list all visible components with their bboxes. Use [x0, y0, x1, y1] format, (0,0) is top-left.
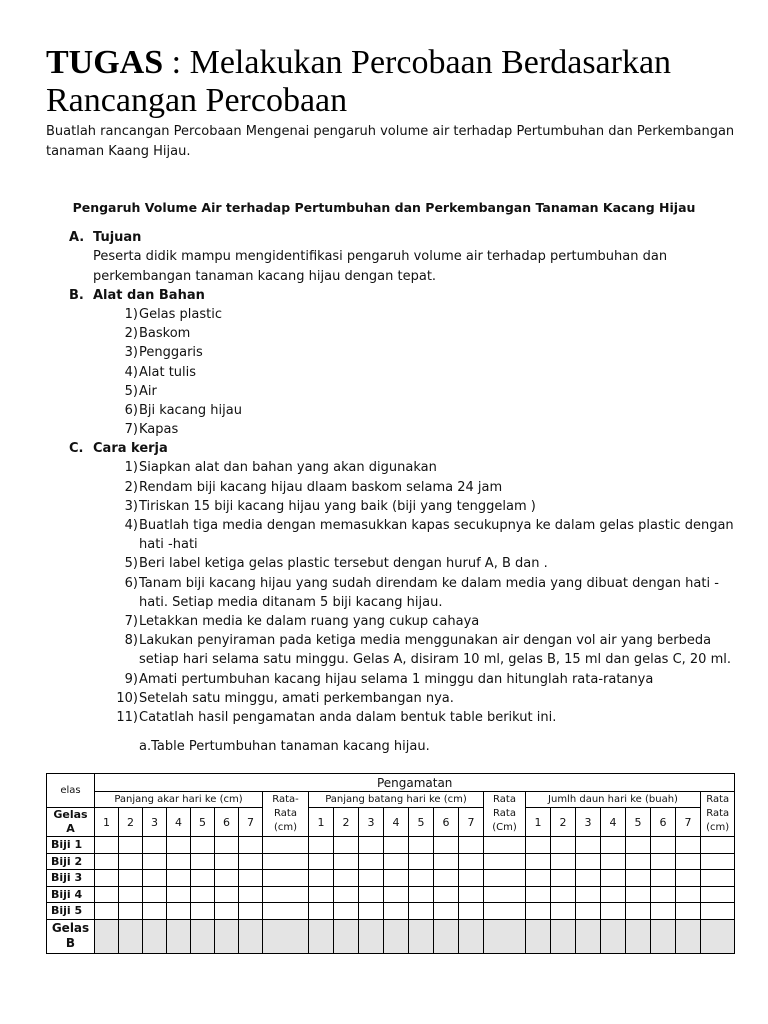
day-header: 4	[167, 808, 191, 837]
item-text: Letakkan media ke dalam ruang yang cukup cahaya	[139, 614, 480, 630]
table-cell[interactable]	[384, 919, 409, 953]
table-cell[interactable]	[143, 837, 167, 854]
table-cell[interactable]	[384, 853, 409, 870]
table-cell[interactable]	[434, 853, 459, 870]
table-cell[interactable]	[263, 903, 309, 920]
table-cell[interactable]	[601, 870, 626, 887]
section-c-heading	[0, 439, 768, 458]
day-header: 1	[309, 808, 334, 837]
list-item	[0, 401, 768, 420]
table-cell[interactable]	[701, 853, 735, 870]
section-letter: C.	[69, 441, 84, 457]
average-root-label: Rata- Rata (cm)	[272, 794, 299, 833]
table-cell[interactable]	[526, 837, 551, 854]
item-number: 4)	[124, 364, 138, 380]
table-cell[interactable]	[601, 886, 626, 903]
table-cell[interactable]	[551, 870, 576, 887]
gelas-a-header	[47, 808, 95, 837]
table-cell[interactable]	[576, 886, 601, 903]
table-cell[interactable]	[215, 903, 239, 920]
row-label: Biji 5	[47, 903, 95, 920]
table-cell[interactable]	[676, 853, 701, 870]
table-cell[interactable]	[651, 870, 676, 887]
day-header: 4	[601, 808, 626, 837]
list-item	[0, 631, 768, 669]
row-label: Biji 2	[47, 853, 95, 870]
gelas-b-row	[47, 919, 735, 953]
table-cell[interactable]	[334, 870, 359, 887]
table-cell[interactable]	[551, 919, 576, 953]
table-cell[interactable]	[359, 903, 384, 920]
item-number: 7)	[124, 614, 138, 630]
day-header: 2	[334, 808, 359, 837]
table-cell[interactable]	[384, 886, 409, 903]
average-stem-header	[484, 792, 526, 837]
table-cell[interactable]	[191, 903, 215, 920]
table-cell[interactable]	[191, 886, 215, 903]
table-cell[interactable]	[484, 853, 526, 870]
table-cell[interactable]	[263, 886, 309, 903]
table-cell[interactable]	[601, 837, 626, 854]
table-cell[interactable]	[651, 853, 676, 870]
table-cell[interactable]	[309, 837, 334, 854]
item-number: 11)	[116, 710, 138, 726]
table-cell[interactable]	[484, 919, 526, 953]
table-cell[interactable]	[95, 919, 119, 953]
table-cell[interactable]	[263, 853, 309, 870]
table-cell[interactable]	[526, 853, 551, 870]
item-text: Kapas	[139, 422, 179, 438]
item-number: 3)	[124, 345, 138, 361]
table-cell[interactable]	[359, 853, 384, 870]
table-cell[interactable]	[434, 886, 459, 903]
table-cell[interactable]	[191, 853, 215, 870]
table-cell[interactable]	[119, 903, 143, 920]
table-cell[interactable]	[191, 837, 215, 854]
item-number: 5)	[124, 383, 138, 399]
table-cell[interactable]	[119, 919, 143, 953]
table-cell[interactable]	[95, 886, 119, 903]
table-cell[interactable]	[191, 919, 215, 953]
item-text: Penggaris	[139, 345, 203, 361]
table-cell[interactable]	[601, 853, 626, 870]
table-cell[interactable]	[143, 853, 167, 870]
day-header: 6	[651, 808, 676, 837]
average-leaf-header	[701, 792, 735, 837]
table-cell[interactable]	[167, 886, 191, 903]
table-cell[interactable]	[676, 870, 701, 887]
average-leaf-label: Rata Rata (cm)	[706, 794, 730, 833]
table-cell[interactable]	[484, 886, 526, 903]
table-cell[interactable]	[239, 853, 263, 870]
item-text: Siapkan alat dan bahan yang akan digunakan	[139, 460, 437, 476]
average-root-header	[263, 792, 309, 837]
table-cell[interactable]	[701, 903, 735, 920]
day-header: 7	[239, 808, 263, 837]
item-number: 1)	[124, 460, 138, 476]
table-cell[interactable]	[167, 919, 191, 953]
table-cell[interactable]	[359, 870, 384, 887]
day-header: 6	[215, 808, 239, 837]
pengamatan-header: Pengamatan	[95, 774, 735, 792]
table-cell[interactable]	[239, 837, 263, 854]
table-cell[interactable]	[434, 870, 459, 887]
table-cell[interactable]	[95, 837, 119, 854]
table-cell[interactable]	[701, 919, 735, 953]
list-item	[0, 458, 768, 477]
item-text: Baskom	[139, 326, 191, 342]
table-cell[interactable]	[626, 919, 651, 953]
materials-list	[0, 305, 768, 439]
table-cell[interactable]	[309, 903, 334, 920]
table-cell[interactable]	[484, 903, 526, 920]
table-cell[interactable]	[239, 870, 263, 887]
item-text: Alat tulis	[139, 364, 197, 380]
list-item	[0, 420, 768, 439]
table-cell[interactable]	[263, 919, 309, 953]
table-cell[interactable]	[701, 837, 735, 854]
item-text: Lakukan penyiraman pada ketiga media menggunakan air dengan vol air yang berbeda setiap hari selama satu minggu. Gelas A, disiram 10 ml, gelas B, 15 ml dan gelas C, 20 ml.	[139, 633, 731, 668]
table-cell[interactable]	[551, 886, 576, 903]
table-header-row	[47, 774, 735, 792]
section-b-heading	[0, 286, 768, 305]
table-cell[interactable]	[334, 853, 359, 870]
table-cell[interactable]	[263, 837, 309, 854]
item-number: 5)	[124, 556, 138, 572]
table-cell[interactable]	[576, 903, 601, 920]
table-cell[interactable]	[651, 837, 676, 854]
average-stem-label: Rata Rata (Cm)	[492, 794, 517, 833]
day-header: 5	[626, 808, 651, 837]
table-cell[interactable]	[95, 870, 119, 887]
table-cell[interactable]	[459, 837, 484, 854]
table-cell[interactable]	[459, 903, 484, 920]
table-cell[interactable]	[526, 870, 551, 887]
list-item	[0, 497, 768, 516]
table-cell[interactable]	[551, 853, 576, 870]
item-number: 10)	[116, 690, 138, 706]
gelas-b-label-cell	[47, 919, 95, 953]
item-text: Tanam biji kacang hijau yang sudah direndam ke dalam media yang dibuat dengan hati -hati. Setiap media ditanam 5 biji kacang hijau.	[139, 575, 719, 610]
table-cell[interactable]	[676, 903, 701, 920]
row-label: Biji 3	[47, 870, 95, 887]
section-letter: A.	[69, 230, 85, 245]
table-cell[interactable]	[551, 837, 576, 854]
item-text: Air	[139, 383, 157, 399]
table-cell[interactable]	[239, 903, 263, 920]
item-number: 9)	[124, 671, 138, 687]
document-content	[0, 228, 768, 757]
table-cell[interactable]	[215, 837, 239, 854]
day-header: 1	[526, 808, 551, 837]
list-item	[0, 554, 768, 573]
list-item	[0, 478, 768, 497]
table-cell[interactable]	[215, 870, 239, 887]
table-cell[interactable]	[409, 853, 434, 870]
table-cell[interactable]	[601, 903, 626, 920]
item-number: 7)	[124, 422, 138, 438]
table-cell[interactable]	[576, 870, 601, 887]
item-text: Catatlah hasil pengamatan anda dalam bentuk table berikut ini.	[139, 710, 557, 726]
table-cell[interactable]	[526, 886, 551, 903]
table-cell[interactable]	[191, 870, 215, 887]
table-cell[interactable]	[651, 919, 676, 953]
item-number: 4)	[124, 518, 138, 534]
item-text: Gelas plastic	[139, 307, 223, 322]
table-cell[interactable]	[676, 919, 701, 953]
table-cell[interactable]	[484, 870, 526, 887]
table-cell[interactable]	[484, 837, 526, 854]
table-cell[interactable]	[167, 870, 191, 887]
list-item	[0, 305, 768, 324]
table-cell[interactable]	[526, 903, 551, 920]
day-header: 7	[459, 808, 484, 837]
item-text: Buatlah tiga media dengan memasukkan kapas secukupnya ke dalam gelas plastic dengan hati -hati	[139, 518, 734, 553]
table-cell[interactable]	[95, 853, 119, 870]
table-cell[interactable]	[167, 837, 191, 854]
table-cell[interactable]	[601, 919, 626, 953]
stem-length-header: Panjang batang hari ke (cm)	[309, 792, 484, 808]
table-cell[interactable]	[359, 837, 384, 854]
table-cell[interactable]	[215, 853, 239, 870]
day-header: 3	[359, 808, 384, 837]
table-cell[interactable]	[434, 919, 459, 953]
table-row	[47, 870, 735, 887]
table-cell[interactable]	[676, 837, 701, 854]
table-row	[47, 886, 735, 903]
item-text: Tiriskan 15 biji kacang hijau yang baik (biji yang tenggelam )	[139, 498, 536, 514]
section-a-heading	[0, 228, 768, 247]
table-cell[interactable]	[701, 870, 735, 887]
day-header: 2	[551, 808, 576, 837]
item-number: 6)	[124, 575, 138, 591]
table-cell[interactable]	[409, 919, 434, 953]
row-label: Biji 4	[47, 886, 95, 903]
table-cell[interactable]	[143, 870, 167, 887]
section-title: Alat dan Bahan	[93, 288, 205, 303]
list-item	[0, 382, 768, 401]
list-item	[0, 708, 768, 727]
list-item	[0, 574, 768, 612]
list-item	[0, 343, 768, 362]
table-cell[interactable]	[119, 870, 143, 887]
table-cell[interactable]	[626, 837, 651, 854]
item-text: Rendam biji kacang hijau dlaam baskom selama 24 jam	[139, 479, 503, 495]
table-cell[interactable]	[263, 870, 309, 887]
table-cell[interactable]	[434, 837, 459, 854]
table-cell[interactable]	[651, 903, 676, 920]
table-cell[interactable]	[239, 886, 263, 903]
item-text: Setelah satu minggu, amati perkembangan nya.	[139, 690, 454, 706]
table-cell[interactable]	[409, 870, 434, 887]
list-item	[0, 324, 768, 343]
day-header: 2	[119, 808, 143, 837]
table-cell[interactable]	[334, 903, 359, 920]
table-cell[interactable]	[576, 853, 601, 870]
table-subheader-row	[47, 792, 735, 808]
list-item	[0, 516, 768, 554]
table-cell[interactable]	[409, 903, 434, 920]
day-header: 3	[576, 808, 601, 837]
procedure-list	[0, 458, 768, 727]
root-length-header: Panjang akar hari ke (cm)	[95, 792, 263, 808]
item-number: 6)	[124, 403, 138, 419]
page-title	[46, 44, 746, 120]
table-cell[interactable]	[309, 886, 334, 903]
table-cell[interactable]	[384, 870, 409, 887]
table-cell[interactable]	[459, 919, 484, 953]
section-a-text: Peserta didik mampu mengidentifikasi pengaruh volume air terhadap pertumbuhan dan perkembangan tanaman kacang hijau dengan tepat.	[93, 249, 668, 284]
table-cell[interactable]	[143, 919, 167, 953]
list-item	[0, 612, 768, 631]
list-item	[0, 689, 768, 708]
table-cell[interactable]	[167, 903, 191, 920]
table-cell[interactable]	[526, 919, 551, 953]
experiment-title: Pengaruh Volume Air terhadap Pertumbuhan dan Perkembangan Tanaman Kacang Hijau	[72, 200, 696, 215]
table-cell[interactable]	[119, 837, 143, 854]
table-row	[47, 903, 735, 920]
table-cell[interactable]	[215, 919, 239, 953]
table-cell[interactable]	[409, 837, 434, 854]
table-cell[interactable]	[384, 837, 409, 854]
title-bold: TUGAS	[46, 44, 164, 81]
table-cell[interactable]	[701, 886, 735, 903]
section-title: Tujuan	[93, 230, 142, 245]
table-cell[interactable]	[143, 886, 167, 903]
item-number: 1)	[124, 307, 138, 322]
item-number: 3)	[124, 498, 138, 514]
table-row	[47, 837, 735, 854]
item-number: 2)	[124, 479, 138, 495]
table-cell[interactable]	[143, 903, 167, 920]
item-number: 8)	[124, 633, 138, 649]
table-cell[interactable]	[576, 837, 601, 854]
table-cell[interactable]	[334, 886, 359, 903]
gelas-b-label: Gelas B	[51, 921, 90, 950]
title-rest: : Melakukan Percobaan Berdasarkan Rancangan Percobaan	[46, 44, 672, 119]
day-header: 7	[676, 808, 701, 837]
table-cell[interactable]	[626, 870, 651, 887]
table-cell[interactable]	[676, 886, 701, 903]
day-header: 1	[95, 808, 119, 837]
table-cell[interactable]	[626, 886, 651, 903]
intro-paragraph: Buatlah rancangan Percobaan Mengenai pengaruh volume air terhadap Pertumbuhan dan Perkembangan tanaman Kaang Hijau.	[46, 124, 735, 159]
table-cell[interactable]	[409, 886, 434, 903]
table-cell[interactable]	[334, 837, 359, 854]
gelas-a-label: Gelas A	[53, 808, 88, 835]
item-text: Bji kacang hijau	[139, 403, 242, 419]
table-cell[interactable]	[167, 853, 191, 870]
day-header: 3	[143, 808, 167, 837]
table-cell[interactable]	[359, 919, 384, 953]
row-label: Biji 1	[47, 837, 95, 854]
item-number: 2)	[124, 326, 138, 342]
leaf-count-header: Jumlh daun hari ke (buah)	[526, 792, 701, 808]
list-item	[0, 670, 768, 689]
day-number-row	[47, 808, 735, 837]
table-cell[interactable]	[215, 886, 239, 903]
table-cell[interactable]	[334, 919, 359, 953]
table-cell[interactable]	[626, 853, 651, 870]
table-cell[interactable]	[459, 853, 484, 870]
day-header: 4	[384, 808, 409, 837]
table-cell[interactable]	[576, 919, 601, 953]
table-cell[interactable]	[459, 870, 484, 887]
table-cell[interactable]	[626, 903, 651, 920]
table-cell[interactable]	[651, 886, 676, 903]
table-cell[interactable]	[459, 886, 484, 903]
table-cell[interactable]	[119, 853, 143, 870]
table-cell[interactable]	[309, 919, 334, 953]
day-header: 5	[191, 808, 215, 837]
day-header: 5	[409, 808, 434, 837]
item-text: Beri label ketiga gelas plastic tersebut dengan huruf A, B dan .	[139, 556, 548, 572]
table-cell[interactable]	[384, 903, 409, 920]
section-title: Cara kerja	[93, 441, 168, 457]
observation-table	[46, 773, 735, 954]
table-cell[interactable]	[551, 903, 576, 920]
table-cell[interactable]	[239, 919, 263, 953]
item-text: Amati pertumbuhan kacang hijau selama 1 minggu dan hitunglah rata-ratanya	[139, 671, 654, 687]
table-cell[interactable]	[309, 853, 334, 870]
table-caption: a.Table Pertumbuhan tanaman kacang hijau.	[139, 739, 430, 755]
day-header: 6	[434, 808, 459, 837]
section-letter: B.	[69, 288, 84, 303]
table-cell[interactable]	[434, 903, 459, 920]
table-row	[47, 853, 735, 870]
table-cell[interactable]	[359, 886, 384, 903]
table-cell[interactable]	[309, 870, 334, 887]
table-cell[interactable]	[95, 903, 119, 920]
list-item	[0, 363, 768, 382]
table-cell[interactable]	[119, 886, 143, 903]
corner-header: elas	[47, 774, 95, 808]
